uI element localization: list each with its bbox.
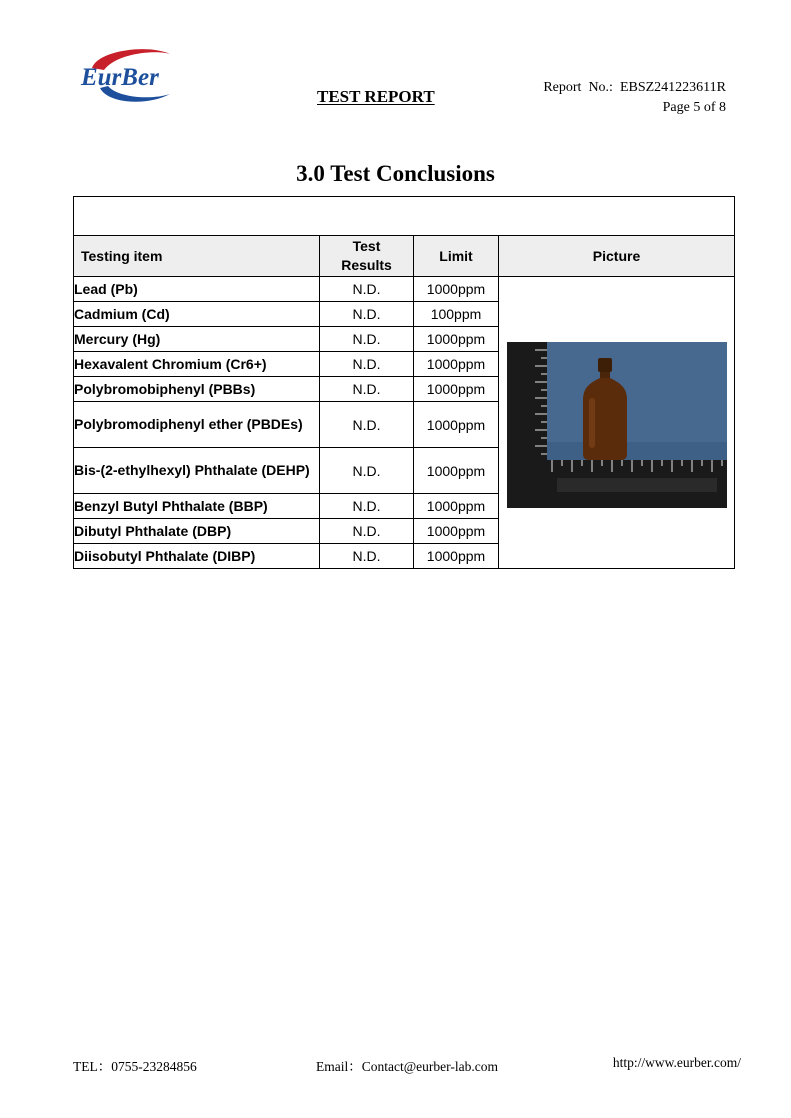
- column-header-limit: Limit: [414, 236, 499, 277]
- testing-item: Benzyl Butyl Phthalate (BBP): [74, 494, 320, 519]
- test-result: N.D.: [320, 519, 414, 544]
- test-result: N.D.: [320, 302, 414, 327]
- test-conclusions-table: [73, 196, 735, 569]
- sample-photo: [507, 342, 727, 508]
- report-meta: [543, 78, 726, 118]
- limit-value: 1000ppm: [414, 448, 499, 494]
- footer-website[interactable]: http://www.eurber.com/: [612, 1055, 741, 1070]
- table-row: [74, 277, 735, 302]
- section-title: 3.0 Test Conclusions: [296, 161, 495, 186]
- test-result: N.D.: [320, 494, 414, 519]
- test-result: N.D.: [320, 277, 414, 302]
- test-result: N.D.: [320, 402, 414, 448]
- testing-item: Polybromobiphenyl (PBBs): [74, 377, 320, 402]
- report-number: Report No.: EBSZ241223611R: [543, 80, 726, 95]
- test-result: N.D.: [320, 448, 414, 494]
- limit-value: 1000ppm: [414, 402, 499, 448]
- limit-value: 1000ppm: [414, 377, 499, 402]
- results-header-line1: Test: [352, 238, 381, 254]
- test-result: N.D.: [320, 352, 414, 377]
- table-header-row: [74, 236, 735, 277]
- results-header-line2: Results: [341, 257, 392, 273]
- limit-value: 1000ppm: [414, 544, 499, 569]
- footer-email: Email：Contact@eurber-lab.com: [316, 1059, 498, 1074]
- testing-item: Lead (Pb): [74, 277, 320, 302]
- testing-item: Mercury (Hg): [74, 327, 320, 352]
- footer-tel: TEL：0755-23284856: [73, 1059, 197, 1074]
- limit-value: 1000ppm: [414, 494, 499, 519]
- testing-item: Polybromodiphenyl ether (PBDEs): [74, 402, 320, 448]
- logo-text: EurBer: [81, 64, 159, 91]
- eurber-logo: [78, 44, 178, 106]
- page-number: Page 5 of 8: [662, 100, 726, 115]
- testing-item: Cadmium (Cd): [74, 302, 320, 327]
- column-header-picture: Picture: [499, 236, 735, 277]
- column-header-item: Testing item: [74, 236, 320, 277]
- limit-value: 1000ppm: [414, 277, 499, 302]
- test-result: N.D.: [320, 544, 414, 569]
- report-title: TEST REPORT: [317, 87, 435, 106]
- testing-item: Bis-(2-ethylhexyl) Phthalate (DEHP): [74, 448, 320, 494]
- test-result: N.D.: [320, 327, 414, 352]
- testing-item: Dibutyl Phthalate (DBP): [74, 519, 320, 544]
- limit-value: 1000ppm: [414, 327, 499, 352]
- blank-row: [74, 197, 735, 236]
- limit-value: 1000ppm: [414, 519, 499, 544]
- limit-value: 100ppm: [414, 302, 499, 327]
- picture-cell: [499, 277, 735, 569]
- test-result: N.D.: [320, 377, 414, 402]
- column-header-results: [320, 236, 414, 277]
- limit-value: 1000ppm: [414, 352, 499, 377]
- testing-item: Diisobutyl Phthalate (DIBP): [74, 544, 320, 569]
- testing-item: Hexavalent Chromium (Cr6+): [74, 352, 320, 377]
